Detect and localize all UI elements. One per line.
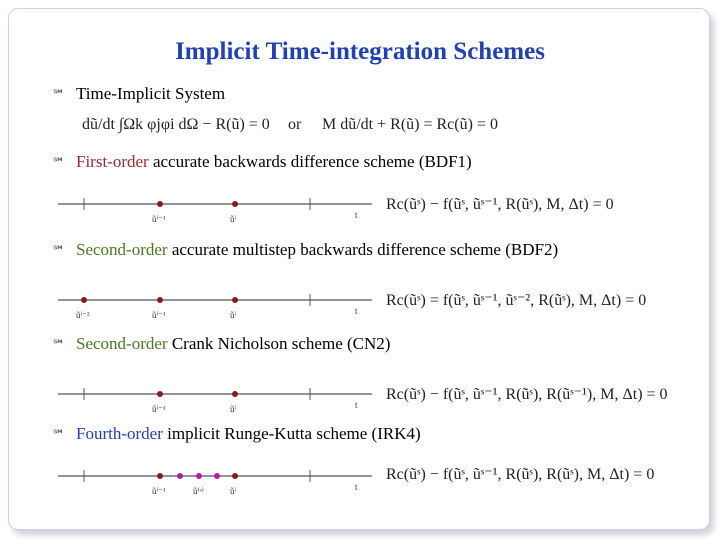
timeline-label-t: t <box>355 210 358 220</box>
timeline-label-current: ũⁱ <box>230 486 237 496</box>
timeline-label-current: ũⁱ <box>230 214 237 224</box>
bullet-bdf1 <box>52 152 472 172</box>
bullet-text: accurate backwards difference scheme (BDF1) <box>148 152 472 171</box>
timeline-point-current <box>232 201 238 207</box>
timeline-point-prev2 <box>81 297 87 303</box>
bullet-prefix: Second-order <box>76 240 168 259</box>
bullet-icon: ℠ <box>52 427 66 442</box>
equation-system-left: dũ/dt ∫Ωk φjφi dΩ − R(ũ) = 0 <box>82 116 270 133</box>
timeline-label-t: t <box>355 400 358 410</box>
equation-irk4: Rc(ũˢ) − f(ũˢ, ũˢ⁻¹, R(ũˢ), R(ũˢ), M, Δt) = 0 <box>386 466 655 483</box>
timeline-point-stage-1 <box>177 473 183 479</box>
bullet-icon: ℠ <box>52 87 66 102</box>
bullet-time-implicit-system <box>52 84 225 104</box>
equation-bdf2: Rc(ũˢ) = f(ũˢ, ũˢ⁻¹, ũˢ⁻², R(ũˢ), M, Δt) = 0 <box>386 292 647 309</box>
timeline-label-prev: ũⁱ⁻¹ <box>152 310 166 320</box>
timeline-label-t: t <box>355 482 358 492</box>
timeline-cn2 <box>0 380 380 416</box>
bullet-cn2 <box>52 334 390 354</box>
timeline-label-t: t <box>355 306 358 316</box>
equation-cn2: Rc(ũˢ) − f(ũˢ, ũˢ⁻¹, R(ũˢ), R(ũˢ⁻¹), M, Δt) = 0 <box>386 386 668 403</box>
timeline-point-stage-3 <box>214 473 220 479</box>
equation-bdf1: Rc(ũˢ) − f(ũˢ, ũˢ⁻¹, R(ũˢ), M, Δt) = 0 <box>386 196 614 213</box>
bullet-text: implicit Runge-Kutta scheme (IRK4) <box>162 424 421 443</box>
timeline-bdf1 <box>0 190 380 226</box>
equation-system-right: M dũ/dt + R(ũ) = Rc(ũ) = 0 <box>322 116 498 133</box>
equation-or: or <box>288 116 302 133</box>
bullet-icon: ℠ <box>52 337 66 352</box>
timeline-point-prev <box>157 391 163 397</box>
bullet-prefix: Second-order <box>76 334 168 353</box>
bullet-icon: ℠ <box>52 243 66 258</box>
timeline-point-current <box>232 391 238 397</box>
bullet-icon: ℠ <box>52 155 66 170</box>
bullet-irk4 <box>52 424 421 444</box>
timeline-point-current <box>232 297 238 303</box>
timeline-point-stage-2 <box>196 473 202 479</box>
bullet-prefix: First-order <box>76 152 149 171</box>
timeline-irk4 <box>0 462 380 498</box>
timeline-label-prev: ũⁱ⁻¹ <box>152 404 166 414</box>
timeline-label-prev: ũⁱ⁻¹ <box>152 214 166 224</box>
timeline-label-current: ũⁱ <box>230 404 237 414</box>
slide-title: Implicit Time-integration Schemes <box>175 38 545 65</box>
timeline-label-prev: ũⁱ⁻¹ <box>152 486 166 496</box>
bullet-text: accurate multistep backwards difference scheme (BDF2) <box>167 240 559 259</box>
bullet-text: Crank Nicholson scheme (CN2) <box>167 334 391 353</box>
timeline-point-prev <box>157 201 163 207</box>
timeline-label-stage: ũ⁽ˢ⁾ <box>193 486 204 496</box>
timeline-label-current: ũⁱ <box>230 310 237 320</box>
timeline-label-prev2: ũⁱ⁻² <box>76 310 90 320</box>
timeline-point-current <box>232 473 238 479</box>
timeline-point-prev <box>157 473 163 479</box>
timeline-bdf2 <box>0 286 380 322</box>
bullet-bdf2 <box>52 240 558 260</box>
bullet-text: Time-Implicit System <box>76 84 226 103</box>
bullet-prefix: Fourth-order <box>76 424 163 443</box>
timeline-point-prev <box>157 297 163 303</box>
